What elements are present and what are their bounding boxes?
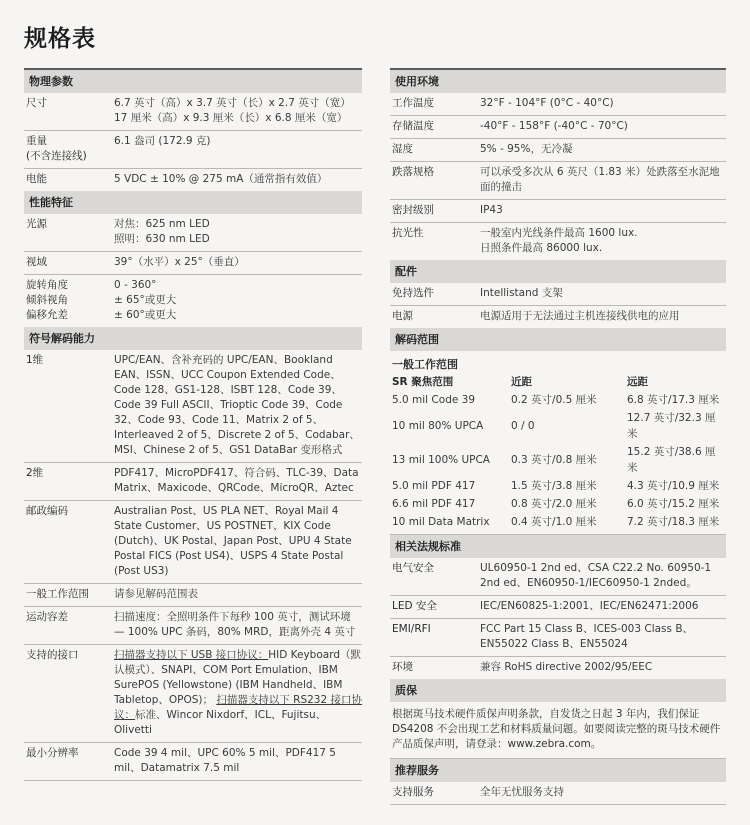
section-header-physical: 物理参数 [24, 70, 362, 93]
spec-label: 湿度 [392, 143, 413, 155]
usb-protocol-list: HID Keyboard（默认模式）、SNAPI、COM Port Emulation、IBM SurePOS (Yellowstone) (IBM Handheld、IBM Tabletop、OPOS)； [114, 649, 362, 706]
spec-label: 光源 [26, 218, 47, 230]
spec-label: 2维 [26, 467, 44, 479]
section-header-regulatory: 相关法规标准 [390, 535, 726, 558]
section-header-performance: 性能特征 [24, 191, 362, 214]
section-header-decode: 符号解码能力 [24, 327, 362, 350]
spec-value: Code 39 4 mil、UPC 60% 5 mil、PDF417 5 mil、Datamatrix 7.5 mil [114, 747, 336, 774]
spec-row [24, 169, 362, 191]
spec-label: 一般工作范围 [26, 588, 89, 600]
spec-row [390, 657, 726, 679]
spec-label: 1维 [26, 354, 44, 366]
spec-value: 6.7 英寸（高）x 3.7 英寸（长）x 2.7 英寸（宽） 17 厘米（高）x 9.3 厘米（长）x 6.8 厘米（宽） [114, 97, 351, 124]
spec-value: 39°（水平）x 25°（垂直） [114, 256, 245, 268]
spec-label: 环境 [392, 661, 413, 673]
spec-value: 全年无忧服务支持 [480, 786, 564, 798]
spec-row [24, 131, 362, 169]
section-header-accessories: 配件 [390, 260, 726, 283]
table-cell: 12.7 英寸/32.3 厘米 [627, 412, 716, 440]
column-header: 远距 [627, 376, 648, 388]
spec-value: 请参见解码范围表 [114, 588, 198, 600]
table-cell: 13 mil 100% UPCA [392, 454, 490, 466]
rs232-protocol-list: 标准、Wincor Nixdorf、ICL、Fujitsu、Olivetti [114, 709, 327, 736]
spec-row [390, 558, 726, 596]
table-cell: 6.0 英寸/15.2 厘米 [627, 498, 720, 510]
section-header-environment: 使用环境 [390, 70, 726, 93]
spec-row [24, 463, 362, 501]
spec-row [390, 306, 726, 328]
section-header-decode-range: 解码范围 [390, 328, 726, 351]
spec-row [24, 350, 362, 463]
spec-row [390, 619, 726, 657]
table-cell: 6.6 mil PDF 417 [392, 498, 476, 510]
warranty-text: 根据斑马技术硬件质保声明条款，自发货之日起 3 年内，我们保证 DS4208 不会出现工艺和材料质量问题。如要阅读完整的斑马技术硬件产品质保声明，请登录：www.zebra.com。 [390, 702, 726, 759]
spec-row [24, 607, 362, 645]
spec-label: 视域 [26, 256, 47, 268]
spec-label: 电源 [392, 310, 413, 322]
spec-value: 32°F - 104°F (0°C - 40°C) [480, 97, 614, 109]
table-cell: 15.2 英寸/38.6 厘米 [627, 446, 716, 474]
spec-label: 存储温度 [392, 120, 434, 132]
spec-value: FCC Part 15 Class B、ICES-003 Class B、EN55022 Class B、EN55024 [480, 623, 694, 650]
spec-row [24, 93, 362, 131]
spec-row [390, 283, 726, 306]
spec-value: IEC/EN60825-1:2001、IEC/EN62471:2006 [480, 600, 699, 612]
spec-row [24, 214, 362, 252]
table-cell: 0 / 0 [511, 420, 535, 432]
spec-row [24, 743, 362, 781]
table-cell: 7.2 英寸/18.3 厘米 [627, 516, 720, 528]
spec-value [114, 648, 362, 738]
spec-label: 抗光性 [392, 227, 424, 239]
spec-row [24, 252, 362, 275]
table-header-row [390, 374, 726, 391]
spec-label: 最小分辨率 [26, 747, 79, 759]
column-header: SR 聚焦范围 [392, 376, 454, 388]
spec-label: 密封级别 [392, 204, 434, 216]
spec-value: -40°F - 158°F (-40°C - 70°C) [480, 120, 628, 132]
table-cell: 1.5 英寸/3.8 厘米 [511, 480, 597, 492]
spec-value: 0 - 360° ± 65°或更大 ± 60°或更大 [114, 279, 177, 321]
spec-label: LED 安全 [392, 600, 437, 612]
spec-label: 支持的接口 [26, 649, 79, 661]
table-row [390, 391, 726, 409]
spec-label: 跌落规格 [392, 166, 434, 178]
table-row [390, 495, 726, 513]
spec-row [390, 782, 726, 805]
decode-range-subtitle: 一般工作范围 [392, 358, 458, 371]
spec-label: 支持服务 [392, 786, 434, 798]
table-cell: 5.0 mil PDF 417 [392, 480, 476, 492]
decode-range-table [390, 374, 726, 535]
table-cell: 0.2 英寸/0.5 厘米 [511, 394, 597, 406]
spec-row [390, 116, 726, 139]
table-cell: 4.3 英寸/10.9 厘米 [627, 480, 720, 492]
table-cell: 10 mil Data Matrix [392, 516, 490, 528]
spec-value: IP43 [480, 204, 503, 216]
spec-label: 旋转角度 倾斜视角 偏移允差 [26, 279, 68, 321]
spec-label: 电气安全 [392, 562, 434, 574]
spec-value: UL60950-1 2nd ed、CSA C22.2 No. 60950-1 2nd ed、EN60950-1/IEC60950-1 2nded。 [480, 562, 712, 589]
spec-row [24, 501, 362, 584]
spec-value: 6.1 盎司 (172.9 克) [114, 135, 211, 147]
table-row [390, 443, 726, 477]
spec-label: 重量 (不含连接线) [26, 135, 87, 162]
spec-label: 免持选件 [392, 287, 434, 299]
spec-label: 电能 [26, 173, 47, 185]
spec-label: 尺寸 [26, 97, 47, 109]
spec-row [390, 596, 726, 619]
spec-value: 可以承受多次从 6 英尺（1.83 米）处跌落至水泥地面的撞击 [480, 166, 720, 193]
spec-row [390, 93, 726, 116]
page-title: 规格表 [24, 26, 96, 52]
spec-value: Australian Post、US PLA NET、Royal Mail 4 State Customer、US POSTNET、KIX Code (Dutch)、UK Postal、Japan Post、UPU 4 State Postal FICS (Post US4)、USPS 4 State Postal (Post US3) [114, 505, 352, 577]
spec-row [390, 223, 726, 260]
table-cell: 0.4 英寸/1.0 厘米 [511, 516, 597, 528]
spec-row [24, 645, 362, 743]
table-row [390, 513, 726, 535]
spec-label: 邮政编码 [26, 505, 68, 517]
spec-row [390, 139, 726, 162]
right-column [390, 68, 726, 805]
spec-row [390, 162, 726, 200]
spec-value: 一般室内光线条件最高 1600 lux. 日照条件最高 86000 lux. [480, 227, 638, 254]
spec-label: 工作温度 [392, 97, 434, 109]
column-header: 近距 [511, 376, 532, 388]
spec-value: 5 VDC ± 10% @ 275 mA（通常指有效值） [114, 173, 328, 185]
spec-value: 对焦：625 nm LED 照明：630 nm LED [114, 218, 210, 245]
spec-value: 兼容 RoHS directive 2002/95/EEC [480, 661, 653, 673]
rs232-protocol-heading: 扫描器支持以下 RS232 接口协议： [114, 694, 363, 721]
spec-label: EMI/RFI [392, 623, 431, 635]
spec-value: 5% - 95%，无冷凝 [480, 143, 573, 155]
table-row [390, 477, 726, 495]
spec-value: 扫描速度：全照明条件下每秒 100 英寸，测试环境 — 100% UPC 条码，80% MRD，距离外壳 4 英寸 [114, 611, 356, 638]
spec-value: Intellistand 支架 [480, 287, 563, 299]
usb-protocol-heading: 扫描器支持以下 USB 接口协议： [114, 649, 269, 661]
spec-row [24, 275, 362, 327]
table-row [390, 409, 726, 443]
spec-row [390, 200, 726, 223]
section-header-warranty: 质保 [390, 679, 726, 702]
table-cell: 0.3 英寸/0.8 厘米 [511, 454, 597, 466]
section-header-services: 推荐服务 [390, 759, 726, 782]
table-cell: 10 mil 80% UPCA [392, 420, 484, 432]
spec-value: UPC/EAN、含补充码的 UPC/EAN、Bookland EAN、ISSN、UCC Coupon Extended Code、Code 128、GS1-128、ISBT 128、Code 39、Code 39 Full ASCII、Trioptic Code 39、Code 32、Code 93、Code 11、Matrix 2 of 5、Interleaved 2 of 5、Discrete 2 of 5、Codabar、MSI、Chinese 2 of 5、GS1 DataBar 变形格式 [114, 354, 360, 456]
spec-value: 电源适用于无法通过主机连接线供电的应用 [480, 310, 680, 322]
spec-label: 运动容差 [26, 611, 68, 623]
spec-value: PDF417、MicroPDF417、符合码、TLC-39、Data Matrix、Maxicode、QRCode、MicroQR、Aztec [114, 467, 359, 494]
spec-row [24, 584, 362, 607]
left-column [24, 68, 362, 781]
table-cell: 6.8 英寸/17.3 厘米 [627, 394, 720, 406]
table-cell: 0.8 英寸/2.0 厘米 [511, 498, 597, 510]
table-cell: 5.0 mil Code 39 [392, 394, 476, 406]
